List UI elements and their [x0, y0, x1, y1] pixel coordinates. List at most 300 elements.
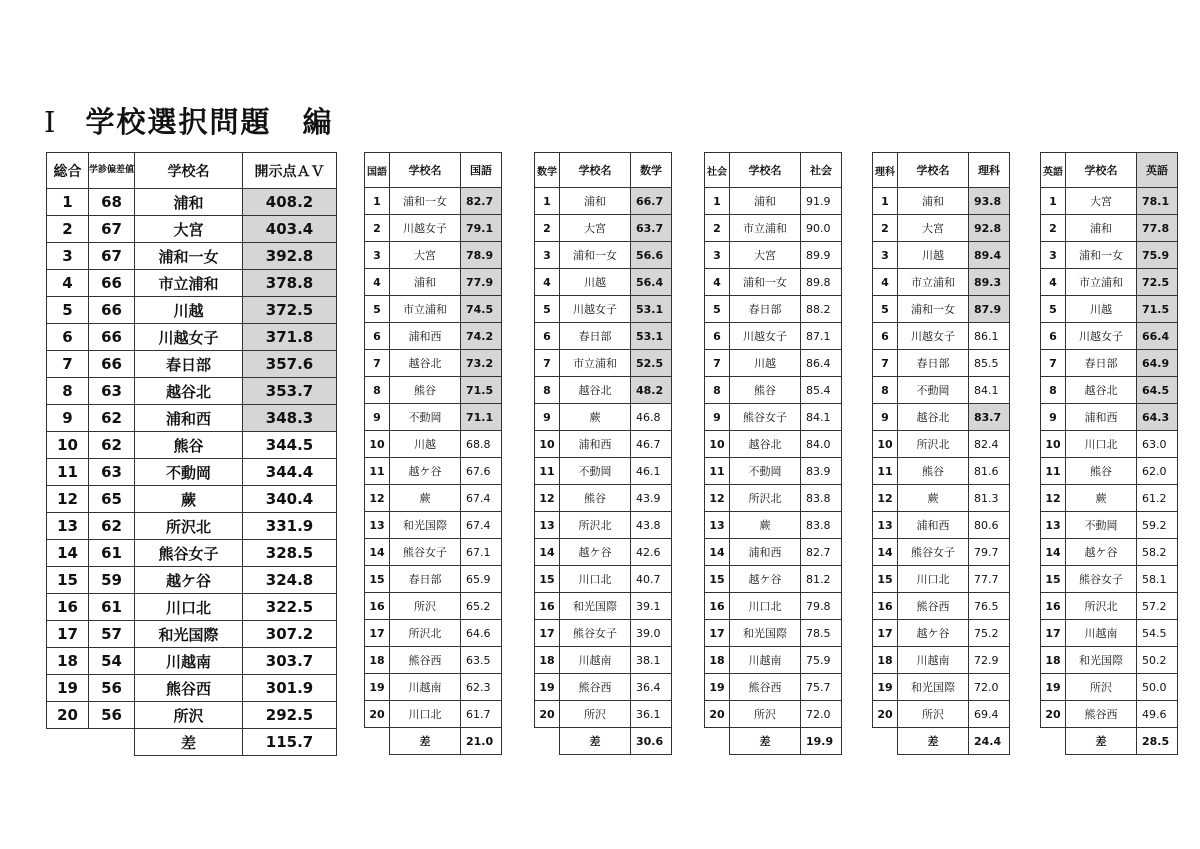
deviation-value: 56 — [89, 675, 135, 702]
subject-rank: 7 — [705, 350, 730, 377]
school-name: 不動岡 — [730, 458, 801, 485]
overall-rank: 3 — [47, 243, 89, 270]
score-average: 322.5 — [243, 594, 337, 621]
subject-rank: 17 — [535, 620, 560, 647]
table-row — [705, 431, 842, 458]
deviation-value: 63 — [89, 459, 135, 486]
school-name: 不動岡 — [390, 404, 461, 431]
subject-score: 68.8 — [461, 431, 502, 458]
subject-rank: 20 — [535, 701, 560, 728]
header-school-name: 学校名 — [135, 153, 243, 189]
subject-rank: 9 — [705, 404, 730, 431]
table-row — [873, 242, 1010, 269]
table-row — [705, 539, 842, 566]
diff-row — [705, 728, 842, 755]
school-name: 所沢北 — [560, 512, 631, 539]
school-name: 所沢北 — [1066, 593, 1137, 620]
subject-rank: 1 — [535, 188, 560, 215]
table-row — [365, 404, 502, 431]
school-name: 川越女子 — [390, 215, 461, 242]
subject-rank: 16 — [365, 593, 390, 620]
table-row — [873, 647, 1010, 674]
subject-score: 62.0 — [1137, 458, 1178, 485]
subject-rank: 1 — [365, 188, 390, 215]
subject-rank: 10 — [705, 431, 730, 458]
subject-rank: 16 — [1041, 593, 1066, 620]
table-row — [535, 566, 672, 593]
table-row — [365, 458, 502, 485]
table-row — [535, 539, 672, 566]
table-row — [1041, 188, 1178, 215]
school-name: 熊谷女子 — [898, 539, 969, 566]
school-name: 熊谷西 — [898, 593, 969, 620]
overall-rank: 7 — [47, 351, 89, 378]
overall-rank: 9 — [47, 405, 89, 432]
school-name: 所沢 — [135, 702, 243, 729]
table-row — [47, 675, 337, 702]
subject-rank: 5 — [365, 296, 390, 323]
subject-score: 72.0 — [969, 674, 1010, 701]
subject-score: 84.0 — [801, 431, 842, 458]
subject-score: 46.8 — [631, 404, 672, 431]
school-name: 川口北 — [135, 594, 243, 621]
table-row — [535, 593, 672, 620]
school-name: 熊谷女子 — [135, 540, 243, 567]
table-row — [873, 215, 1010, 242]
school-name: 浦和一女 — [390, 188, 461, 215]
subject-rank: 2 — [873, 215, 898, 242]
school-name: 川口北 — [730, 593, 801, 620]
subject-rank: 12 — [1041, 485, 1066, 512]
table-row — [873, 296, 1010, 323]
school-name: 熊谷女子 — [730, 404, 801, 431]
subject-rank: 15 — [873, 566, 898, 593]
subject-score: 83.9 — [801, 458, 842, 485]
header-subject-rank: 数学 — [535, 153, 560, 188]
table-row — [1041, 377, 1178, 404]
subject-rank: 20 — [705, 701, 730, 728]
subject-score: 92.8 — [969, 215, 1010, 242]
table-row — [705, 404, 842, 431]
math-ranking-table — [534, 152, 672, 755]
deviation-value: 66 — [89, 270, 135, 297]
deviation-value: 57 — [89, 621, 135, 648]
subject-score: 63.7 — [631, 215, 672, 242]
subject-score: 46.7 — [631, 431, 672, 458]
subject-score: 62.3 — [461, 674, 502, 701]
subject-score: 93.8 — [969, 188, 1010, 215]
overall-ranking-table — [46, 152, 337, 756]
subject-score: 77.9 — [461, 269, 502, 296]
header-subject-rank: 国語 — [365, 153, 390, 188]
school-name: 春日部 — [135, 351, 243, 378]
subject-rank: 17 — [705, 620, 730, 647]
school-name: 越ケ谷 — [898, 620, 969, 647]
school-name: 川越 — [730, 350, 801, 377]
table-row — [1041, 485, 1178, 512]
school-name: 大宮 — [135, 216, 243, 243]
school-name: 川越女子 — [730, 323, 801, 350]
subject-rank: 16 — [535, 593, 560, 620]
subject-score: 39.0 — [631, 620, 672, 647]
score-average: 392.8 — [243, 243, 337, 270]
table-row — [873, 593, 1010, 620]
table-row — [47, 567, 337, 594]
table-row — [1041, 215, 1178, 242]
school-name: 蕨 — [898, 485, 969, 512]
subject-score: 91.9 — [801, 188, 842, 215]
overall-rank: 19 — [47, 675, 89, 702]
school-name: 和光国際 — [560, 593, 631, 620]
subject-score: 49.6 — [1137, 701, 1178, 728]
overall-rank: 12 — [47, 486, 89, 513]
table-row — [1041, 512, 1178, 539]
table-row — [705, 485, 842, 512]
subject-rank: 17 — [873, 620, 898, 647]
subject-rank: 19 — [705, 674, 730, 701]
table-row — [47, 324, 337, 351]
school-name: 川口北 — [1066, 431, 1137, 458]
table-row — [873, 404, 1010, 431]
table-row — [47, 297, 337, 324]
subject-rank: 8 — [535, 377, 560, 404]
diff-row — [47, 729, 337, 756]
subject-rank: 19 — [365, 674, 390, 701]
school-name: 越谷北 — [390, 350, 461, 377]
subject-rank: 18 — [873, 647, 898, 674]
school-name: 川越女子 — [135, 324, 243, 351]
school-name: 所沢北 — [390, 620, 461, 647]
school-name: 熊谷女子 — [560, 620, 631, 647]
subject-rank: 18 — [1041, 647, 1066, 674]
diff-value: 24.4 — [969, 728, 1010, 755]
english-ranking-table — [1040, 152, 1178, 755]
subject-score: 78.9 — [461, 242, 502, 269]
subject-score: 56.6 — [631, 242, 672, 269]
subject-rank: 17 — [365, 620, 390, 647]
table-row — [705, 512, 842, 539]
subject-rank: 4 — [873, 269, 898, 296]
table-row — [1041, 296, 1178, 323]
school-name: 市立浦和 — [135, 270, 243, 297]
japanese-ranking-table — [364, 152, 502, 755]
school-name: 川越南 — [135, 648, 243, 675]
overall-rank: 16 — [47, 594, 89, 621]
school-name: 川越 — [1066, 296, 1137, 323]
subject-score: 66.7 — [631, 188, 672, 215]
deviation-value: 63 — [89, 378, 135, 405]
subject-score: 36.4 — [631, 674, 672, 701]
table-header-row — [705, 153, 842, 188]
school-name: 越谷北 — [560, 377, 631, 404]
school-name: 浦和一女 — [560, 242, 631, 269]
table-row — [47, 621, 337, 648]
school-name: 熊谷女子 — [1066, 566, 1137, 593]
diff-label: 差 — [390, 728, 461, 755]
deviation-value: 65 — [89, 486, 135, 513]
table-row — [1041, 566, 1178, 593]
subject-rank: 14 — [365, 539, 390, 566]
school-name: 蕨 — [560, 404, 631, 431]
subject-rank: 20 — [873, 701, 898, 728]
header-subject-score: 国語 — [461, 153, 502, 188]
subject-score: 46.1 — [631, 458, 672, 485]
subject-rank: 14 — [873, 539, 898, 566]
subject-rank: 6 — [365, 323, 390, 350]
school-name: 熊谷西 — [1066, 701, 1137, 728]
table-row — [705, 620, 842, 647]
school-name: 浦和 — [898, 188, 969, 215]
table-row — [705, 566, 842, 593]
table-row — [47, 486, 337, 513]
table-row — [535, 269, 672, 296]
score-average: 357.6 — [243, 351, 337, 378]
school-name: 蕨 — [730, 512, 801, 539]
subject-score: 79.8 — [801, 593, 842, 620]
table-row — [365, 620, 502, 647]
deviation-value: 66 — [89, 297, 135, 324]
school-name: 市立浦和 — [390, 296, 461, 323]
table-row — [47, 351, 337, 378]
school-name: 川越南 — [560, 647, 631, 674]
school-name: 川口北 — [898, 566, 969, 593]
subject-score: 61.2 — [1137, 485, 1178, 512]
school-name: 川越 — [135, 297, 243, 324]
table-row — [873, 431, 1010, 458]
deviation-value: 56 — [89, 702, 135, 729]
school-name: 越ケ谷 — [390, 458, 461, 485]
subject-rank: 2 — [705, 215, 730, 242]
school-name: 所沢 — [730, 701, 801, 728]
table-row — [535, 242, 672, 269]
subject-score: 85.4 — [801, 377, 842, 404]
deviation-value: 61 — [89, 594, 135, 621]
subject-score: 71.5 — [461, 377, 502, 404]
school-name: 川越南 — [730, 647, 801, 674]
subject-rank: 13 — [365, 512, 390, 539]
deviation-value: 66 — [89, 351, 135, 378]
table-row — [535, 350, 672, 377]
school-name: 川越女子 — [560, 296, 631, 323]
blank-cell — [47, 729, 89, 756]
table-row — [535, 674, 672, 701]
header-subject-score: 社会 — [801, 153, 842, 188]
table-row — [535, 215, 672, 242]
school-name: 大宮 — [898, 215, 969, 242]
subject-score: 86.1 — [969, 323, 1010, 350]
page-title — [44, 100, 333, 141]
subject-rank: 11 — [705, 458, 730, 485]
table-row — [1041, 701, 1178, 728]
school-name: 大宮 — [560, 215, 631, 242]
subject-rank: 8 — [1041, 377, 1066, 404]
subject-score: 64.6 — [461, 620, 502, 647]
score-average: 303.7 — [243, 648, 337, 675]
subject-rank: 18 — [535, 647, 560, 674]
header-school-name: 学校名 — [730, 153, 801, 188]
subject-score: 52.5 — [631, 350, 672, 377]
school-name: 春日部 — [560, 323, 631, 350]
score-average: 344.5 — [243, 432, 337, 459]
table-row — [365, 323, 502, 350]
school-name: 浦和 — [1066, 215, 1137, 242]
table-row — [365, 269, 502, 296]
diff-label: 差 — [898, 728, 969, 755]
diff-value: 19.9 — [801, 728, 842, 755]
table-row — [705, 647, 842, 674]
subject-rank: 8 — [365, 377, 390, 404]
table-row — [1041, 620, 1178, 647]
diff-value: 28.5 — [1137, 728, 1178, 755]
subject-rank: 7 — [873, 350, 898, 377]
subject-score: 67.4 — [461, 512, 502, 539]
subject-rank: 1 — [705, 188, 730, 215]
score-average: 292.5 — [243, 702, 337, 729]
table-row — [47, 405, 337, 432]
subject-score: 79.7 — [969, 539, 1010, 566]
subject-score: 89.8 — [801, 269, 842, 296]
subject-score: 77.8 — [1137, 215, 1178, 242]
school-name: 越ケ谷 — [1066, 539, 1137, 566]
subject-rank: 18 — [365, 647, 390, 674]
subject-rank: 6 — [535, 323, 560, 350]
subject-rank: 18 — [705, 647, 730, 674]
deviation-value: 54 — [89, 648, 135, 675]
school-name: 川越南 — [1066, 620, 1137, 647]
school-name: 市立浦和 — [560, 350, 631, 377]
subject-rank: 12 — [705, 485, 730, 512]
deviation-value: 62 — [89, 432, 135, 459]
table-row — [1041, 647, 1178, 674]
score-average: 371.8 — [243, 324, 337, 351]
subject-rank: 7 — [365, 350, 390, 377]
school-name: 越谷北 — [1066, 377, 1137, 404]
table-row — [365, 593, 502, 620]
school-name: 大宮 — [1066, 188, 1137, 215]
table-row — [705, 242, 842, 269]
header-school-name: 学校名 — [390, 153, 461, 188]
table-row — [535, 431, 672, 458]
subject-score: 89.4 — [969, 242, 1010, 269]
deviation-value: 62 — [89, 513, 135, 540]
school-name: 熊谷西 — [390, 647, 461, 674]
table-row — [535, 485, 672, 512]
school-name: 不動岡 — [898, 377, 969, 404]
subject-rank: 2 — [535, 215, 560, 242]
header-school-name: 学校名 — [560, 153, 631, 188]
blank-cell — [365, 728, 390, 755]
table-row — [535, 620, 672, 647]
school-name: 浦和 — [560, 188, 631, 215]
subject-rank: 15 — [365, 566, 390, 593]
subject-score: 64.3 — [1137, 404, 1178, 431]
subject-rank: 10 — [1041, 431, 1066, 458]
table-row — [535, 296, 672, 323]
header-subject-rank: 社会 — [705, 153, 730, 188]
blank-cell — [705, 728, 730, 755]
school-name: 熊谷 — [560, 485, 631, 512]
school-name: 越谷北 — [730, 431, 801, 458]
school-name: 和光国際 — [135, 621, 243, 648]
subject-score: 84.1 — [969, 377, 1010, 404]
subject-score: 83.8 — [801, 512, 842, 539]
blank-cell — [535, 728, 560, 755]
subject-score: 53.1 — [631, 296, 672, 323]
deviation-value: 68 — [89, 189, 135, 216]
school-name: 川口北 — [560, 566, 631, 593]
subject-score: 56.4 — [631, 269, 672, 296]
subject-score: 63.0 — [1137, 431, 1178, 458]
subject-score: 75.9 — [1137, 242, 1178, 269]
table-row — [873, 485, 1010, 512]
score-average: 378.8 — [243, 270, 337, 297]
subject-score: 43.8 — [631, 512, 672, 539]
subject-score: 58.2 — [1137, 539, 1178, 566]
subject-rank: 7 — [1041, 350, 1066, 377]
table-row — [1041, 350, 1178, 377]
subject-rank: 6 — [1041, 323, 1066, 350]
table-row — [705, 215, 842, 242]
subject-score: 53.1 — [631, 323, 672, 350]
school-name: 越ケ谷 — [560, 539, 631, 566]
subject-score: 87.9 — [969, 296, 1010, 323]
subject-rank: 9 — [365, 404, 390, 431]
school-name: 不動岡 — [560, 458, 631, 485]
subject-rank: 2 — [1041, 215, 1066, 242]
school-name: 浦和西 — [560, 431, 631, 458]
table-row — [47, 702, 337, 729]
school-name: 所沢 — [390, 593, 461, 620]
subject-score: 82.7 — [461, 188, 502, 215]
table-row — [365, 701, 502, 728]
school-name: 春日部 — [730, 296, 801, 323]
school-name: 浦和 — [730, 188, 801, 215]
school-name: 所沢北 — [730, 485, 801, 512]
subject-rank: 19 — [873, 674, 898, 701]
blank-cell — [1041, 728, 1066, 755]
table-row — [873, 701, 1010, 728]
score-average: 307.2 — [243, 621, 337, 648]
subject-rank: 16 — [873, 593, 898, 620]
subject-score: 54.5 — [1137, 620, 1178, 647]
subject-score: 89.9 — [801, 242, 842, 269]
subject-rank: 11 — [1041, 458, 1066, 485]
subject-score: 87.1 — [801, 323, 842, 350]
table-row — [47, 513, 337, 540]
school-name: 春日部 — [1066, 350, 1137, 377]
blank-cell — [89, 729, 135, 756]
subject-score: 81.6 — [969, 458, 1010, 485]
subject-rank: 4 — [705, 269, 730, 296]
subject-score: 63.5 — [461, 647, 502, 674]
school-name: 不動岡 — [1066, 512, 1137, 539]
table-row — [705, 350, 842, 377]
table-row — [873, 269, 1010, 296]
subject-score: 78.5 — [801, 620, 842, 647]
table-row — [365, 674, 502, 701]
subject-rank: 12 — [873, 485, 898, 512]
table-row — [1041, 404, 1178, 431]
overall-rank: 13 — [47, 513, 89, 540]
subject-score: 73.2 — [461, 350, 502, 377]
deviation-value: 67 — [89, 243, 135, 270]
subject-rank: 3 — [873, 242, 898, 269]
subject-score: 89.3 — [969, 269, 1010, 296]
table-row — [535, 404, 672, 431]
school-name: 浦和西 — [1066, 404, 1137, 431]
blank-cell — [873, 728, 898, 755]
subject-score: 72.5 — [1137, 269, 1178, 296]
